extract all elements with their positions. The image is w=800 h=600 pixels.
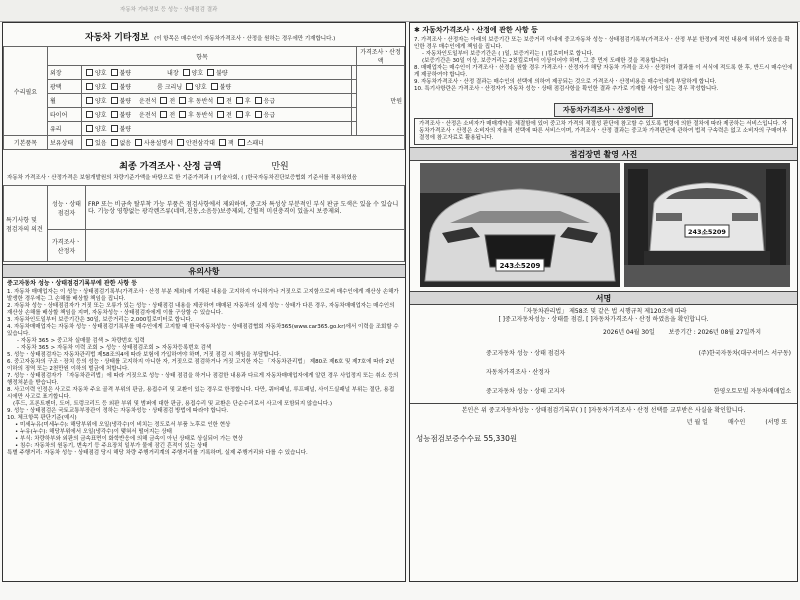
- price-note: 8. 매매업자는 매수인이 가격조사ㆍ산정을 원할 경우 가격조사ㆍ산정자가 해당 자동차 가격을 조사ㆍ산정하여 결과를 이 서식에 적도록 한 후, 반드시 매수인에게 제공하여야 합니다.: [414, 65, 793, 78]
- photo-title: 점검장면 촬영 사진: [410, 147, 797, 161]
- note-item: • 미세누유(미세누수): 해당부위에 오일(냉각수)이 비치는 정도로서 부품 노후로 인한 현상: [15, 422, 231, 428]
- checkbox[interactable]: [111, 125, 118, 132]
- checkbox[interactable]: [86, 69, 93, 76]
- fee-value: 55,330원: [483, 434, 518, 443]
- receipt-sign-row: 년 월 일 매수인 (서명 또: [686, 419, 787, 426]
- other-info-header: [3, 23, 405, 46]
- checkbox[interactable]: [179, 111, 186, 118]
- checkbox[interactable]: [86, 83, 93, 90]
- row-options: 양호 불량 내장 양호 불량: [82, 66, 352, 80]
- left-panel: [2, 22, 406, 582]
- col-price: 가격조사ㆍ산정액: [357, 47, 405, 66]
- checkbox[interactable]: [135, 139, 142, 146]
- note-item: • 부식: 차량하부와 외판의 금속표면이 화학반응에 의해 금속이 아닌 상태로 상실되어 가는 현상: [15, 436, 243, 442]
- checkbox[interactable]: [179, 97, 186, 104]
- checkbox[interactable]: [111, 139, 118, 146]
- note-item: 6. 중고자동차의 구조ㆍ장치 등의 성능ㆍ상태를 고지하지 아니한 자, 거짓으로 점검하거나 거짓 고지한 자는 「자동차관리법」 제80조 제6호 및 제7호에 따라 2년 이하의 징역 또는 2천만원 이하의 벌금에 처합니다.: [7, 359, 395, 372]
- right-panel: [409, 22, 798, 582]
- checkbox[interactable]: [111, 83, 118, 90]
- basic-items-options: 있음 없음 사용설명서 안전삼각대 잭 스패너: [82, 136, 405, 150]
- notes-body: [3, 278, 405, 459]
- sign-row: 중고자동차 성능ㆍ상태 고지자 한영오토모빌 자동차매매업소: [486, 388, 791, 395]
- checkbox[interactable]: [86, 125, 93, 132]
- price-note: - 자동차인도일부터 보증기간은 ( )일, 보증거리는 ( )킬로미터로 합니다.: [422, 51, 594, 57]
- checkbox[interactable]: [238, 139, 245, 146]
- note-item: 9. 성능ㆍ상태점검은 국토교통부장관이 정하는 자동차성능ㆍ상태점검 방법에 따라야 합니다.: [7, 408, 229, 414]
- signature-title: 서명: [410, 291, 797, 305]
- opinion-table: [3, 185, 405, 262]
- receipt-text: 본인은 위 중고자동차성능ㆍ상태점검기록부( ) [ ]자동차가격조사ㆍ산정 선택를 교부받은 사실을 확인합니다.: [461, 407, 746, 414]
- final-price-note: 자동차 가격조사ㆍ산정가격은 보험개발원의 차량기준가액을 바탕으로 한 기준가격과 ( )기술사회, ( )한국자동차진단보증협회 기준서를 적용하였음: [7, 175, 358, 181]
- sign-dates: 2026년 04월 30일 보증기간 : 2026년 08월 27일까지: [603, 329, 761, 336]
- row-options: 양호 불량 운전석 전 후 동반석 전 후 응급: [82, 108, 352, 122]
- other-info-title: 자동차 기타정보: [85, 33, 149, 43]
- row-label: 유리: [48, 122, 82, 136]
- price-def-title: 자동차가격조사ㆍ산정이란: [554, 103, 653, 117]
- checkbox[interactable]: [177, 139, 184, 146]
- front-car-photo: [420, 163, 620, 287]
- rear-car-image: [624, 163, 790, 287]
- note-item: 7. 성능ㆍ상태점검자가 「자동차관리법」에 따라 거짓으로 성능ㆍ상태 점검을 하거나 점검한 내용과 다르게 자동차매매업자에게 알린 경우 사업정지 또는 취소 등의 행정처분을 받습니다.: [7, 373, 399, 386]
- checkbox[interactable]: [183, 69, 190, 76]
- checkbox[interactable]: [86, 111, 93, 118]
- checkbox[interactable]: [217, 111, 224, 118]
- note-item: - 자동차 365 > 중고차 실매물 검색 > 차량번호 입력: [17, 338, 145, 344]
- price-note: (보증기간은 30일 이상, 보증거리는 2천킬로미터 이상이어야 하며, 그 중 먼저 도래한 것을 적용합니다): [422, 58, 669, 64]
- checkbox[interactable]: [160, 97, 167, 104]
- checkbox[interactable]: [86, 139, 93, 146]
- inspector-label: 성능ㆍ상태 점검자: [48, 186, 86, 230]
- repair-needed-label: 수리필요: [4, 47, 48, 136]
- note-item: 8. 사고이력 인정은 사고로 자동차 주요 골격 부위의 판금, 용접수리 및 교환이 있는 경우로 한정합니다. 다만, 쿼터패널, 루프패널, 사이드실패널 부위는 절단, 용접 시에만 사고로 표기합니다.: [7, 387, 395, 400]
- checkbox[interactable]: [217, 97, 224, 104]
- sign-row: 중고자동차 성능ㆍ상태 점검자 (주)한국자동차(대구서비스 서구동): [486, 350, 791, 357]
- price-def-box: [414, 97, 793, 145]
- notes-title: 유의사항: [3, 264, 405, 278]
- row-label: 광택: [48, 80, 82, 94]
- note-item: 4. 자동차매매업자는 자동차 성능ㆍ상태점검기록부를 매수인에게 고지할 때 한국자동차성능ㆍ상태점검협회 자동차365(www.car365.go.kr)에서 이력을 조회할 수 있습니다.: [7, 324, 399, 337]
- inspector-opinion: FRP 또는 비금속 탈부착 가능 부품은 점검사항에서 제외하며, 중고차 특성상 부분적인 부식 판금 도색은 있을 수 있습니다. 기능상 영향없는 광각렌즈류(네비,진동,소음등)보증제외, 간헐적 미션충격이 있을시 보증제외.: [86, 186, 405, 230]
- price-note: 7. 가격조사ㆍ산정자는 아래의 보증기간 또는 보증거리 이내에 중고자동차 성능ㆍ상태점검기록부(가격조사ㆍ산정 부분 한정)에 적힌 내용에 허위가 있음을 확인한 경우 매수인에게 책임을 집니다.: [414, 37, 790, 50]
- top-strip: [0, 0, 800, 22]
- note-item: 특별 주행거리: 자동차 성능ㆍ상태점검 당시 해당 차량 주행거리계의 주행거리를 기록하며, 실제 주행거리와 다를 수 있습니다.: [7, 450, 308, 456]
- row-options: 양호 불량: [82, 122, 352, 136]
- checkbox[interactable]: [111, 69, 118, 76]
- checkbox[interactable]: [111, 111, 118, 118]
- note-item: 10. 체크항목 판단기준(예시): [7, 415, 77, 421]
- checkbox[interactable]: [236, 111, 243, 118]
- note-item: 2. 자동차 성능ㆍ상태점검자가 거짓 또는 오류가 있는 성능ㆍ상태점검 내용을 제공하여 매매된 자동차의 실제 성능ㆍ상태가 다른 경우, 자동차매매업자는 매수인의 재산상 손해를 배상할 책임을 지며, 자동차성능ㆍ상태점검자에게 이를 구상할 수 있습니다.: [7, 303, 395, 316]
- final-price-unit: 만원: [271, 162, 289, 172]
- row-label: 타이어: [48, 108, 82, 122]
- fee-label: 성능점검보증수수료: [416, 434, 482, 443]
- checkbox[interactable]: [236, 97, 243, 104]
- sign-row: 자동차가격조사ㆍ산정자: [486, 369, 550, 376]
- price-section-title: ✱ 자동차가격조사ㆍ산정에 관한 사항 등: [414, 26, 538, 34]
- fee-row: [416, 433, 791, 444]
- note-item: (후드, 프론트펜더, 도어, 트렁크리드 등 외판 부위 및 범퍼에 대한 판금, 용접수리 및 교환은 단순수리로서 사고에 포함되지 않습니다.): [13, 401, 333, 407]
- sign-rows: [416, 343, 791, 400]
- final-price: [3, 150, 405, 175]
- note-item: - 자동차 365 > 자동차 이력 조회 > 성능ㆍ상태점검조회 > 자동차등록번호 검색: [17, 345, 212, 351]
- basic-items-label: 기본품목: [4, 136, 48, 150]
- checkbox[interactable]: [160, 111, 167, 118]
- front-plate: 243소5209: [499, 262, 541, 270]
- note-item: • 누유(누수): 해당부위에서 오일(냉각수)이 맺혀서 떨어지는 상태: [15, 429, 172, 435]
- checkbox[interactable]: [186, 83, 193, 90]
- rear-car-photo: [624, 163, 790, 287]
- signature-text-1: 「자동차관리법」 제58조 및 같은 법 시행규칙 제120조에 따라: [520, 308, 687, 315]
- note-item: 1. 자동차 매매업자는 이 성능ㆍ상태점검기록부(가격조사ㆍ산정 부분 제외)에 기재된 내용을 고지하지 아니하거나 거짓으로 고지함으로써 매수인에게 재산상 손해가 발생한 경우에는 그 손해를 배상할 책임을 집니다.: [7, 289, 399, 302]
- signature-text-2: [ ]중고자동차성능ㆍ상태를 점검, [ ]자동차가격조사ㆍ산정 하였음을 확인합니다.: [498, 316, 709, 323]
- note-item: 5. 성능ㆍ상태점검자는 자동차관리법 제58조의4에 따라 보험에 가입하여야 하며, 거짓 점검 시 책임을 부담합니다.: [7, 352, 281, 358]
- unit-won: 만원: [357, 66, 405, 136]
- checkbox[interactable]: [255, 97, 262, 104]
- price-inspector-label: 가격조사ㆍ산정자: [48, 230, 86, 262]
- checkbox[interactable]: [255, 111, 262, 118]
- checkbox[interactable]: [111, 97, 118, 104]
- note-item: • 침수: 자동차의 원동기, 변속기 등 주요장치 일부가 물에 잠긴 흔적이 있는 상태: [15, 443, 208, 449]
- notes-subtitle: 중고자동차 성능ㆍ상태점검기록부에 관한 사항 등: [7, 280, 138, 287]
- row-options: 양호 불량 운전석 전 후 동반석 전 후 응급: [82, 94, 352, 108]
- checkbox[interactable]: [211, 83, 218, 90]
- signature-section: [410, 305, 797, 403]
- price-note: 9. 자동차가격조사ㆍ산정 결과는 매수인의 선택에 의하여 제공되는 것으로 가격조사ㆍ산정비용은 매수인에게 부담하게 합니다.: [414, 79, 717, 85]
- receipt-section: [410, 403, 797, 447]
- col-item: 항목: [48, 47, 357, 66]
- row-label: 외장: [48, 66, 82, 80]
- rear-plate: 243소5209: [688, 228, 726, 236]
- checkbox[interactable]: [207, 69, 214, 76]
- top-strip-text: 자동차 기타정보 등 성능ㆍ상태점검 결과: [120, 7, 218, 13]
- note-item: 3. 자동차인도일부터 보증기간은 30일, 보증거리는 2,000킬로미터로 합니다.: [7, 317, 193, 323]
- other-info-note: (이 항목은 매수인이 자동차가격조사ㆍ산정을 원하는 경우에만 기재합니다.): [154, 36, 336, 42]
- row-options: 양호 불량 룸 크리닝 양호 불량: [82, 80, 352, 94]
- price-def-text: 가격조사ㆍ산정은 소비자가 매매계약을 체결함에 있어 중고차 가격의 적절성 판단에 참고할 수 있도록 법령에 의한 절차에 따라 제공하는 서비스입니다. 자동차가격조사ㆍ산정은 소비자의 자율적 선택에 따른 서비스이며, 가격조사ㆍ산정 결과는 중고차 가격판단에 관하여 법적 구속력은 없고 소비자의 구매여부 결정에 참고자료로 활용됩니다.: [414, 118, 793, 145]
- checkbox[interactable]: [86, 97, 93, 104]
- row-label: 휠: [48, 94, 82, 108]
- opinion-label: 특기사항 및 점검자의 의견: [4, 186, 48, 262]
- price-def-title-wrap: [414, 97, 793, 117]
- final-price-label: 최종 가격조사ㆍ산정 금액: [119, 162, 222, 172]
- other-info-table: 수리필요 항목 가격조사ㆍ산정액 외장 양호 불량 내장 양호 불량 만원 광택 양호 불량 룸 크리닝 양호 불량 휠 양호 불량 운전석 전 후 동반석 전 후 응급 타이어 양호 불량 운전석 전 후 동반석 전 후 응급 유리 양호 불량 기본품목 보유상태 있음 없음 사용설명서 안전삼각대 잭 스패너: [3, 46, 405, 150]
- photo-area: [410, 161, 797, 291]
- price-note: 10. 특기사항란은 가격조사ㆍ산정자가 자동차 성능ㆍ상태 점검사항을 확인한 결과 추가로 기재할 사항이 있는 경우 작성합니다.: [414, 86, 719, 92]
- checkbox[interactable]: [219, 139, 226, 146]
- price-section: [410, 23, 797, 95]
